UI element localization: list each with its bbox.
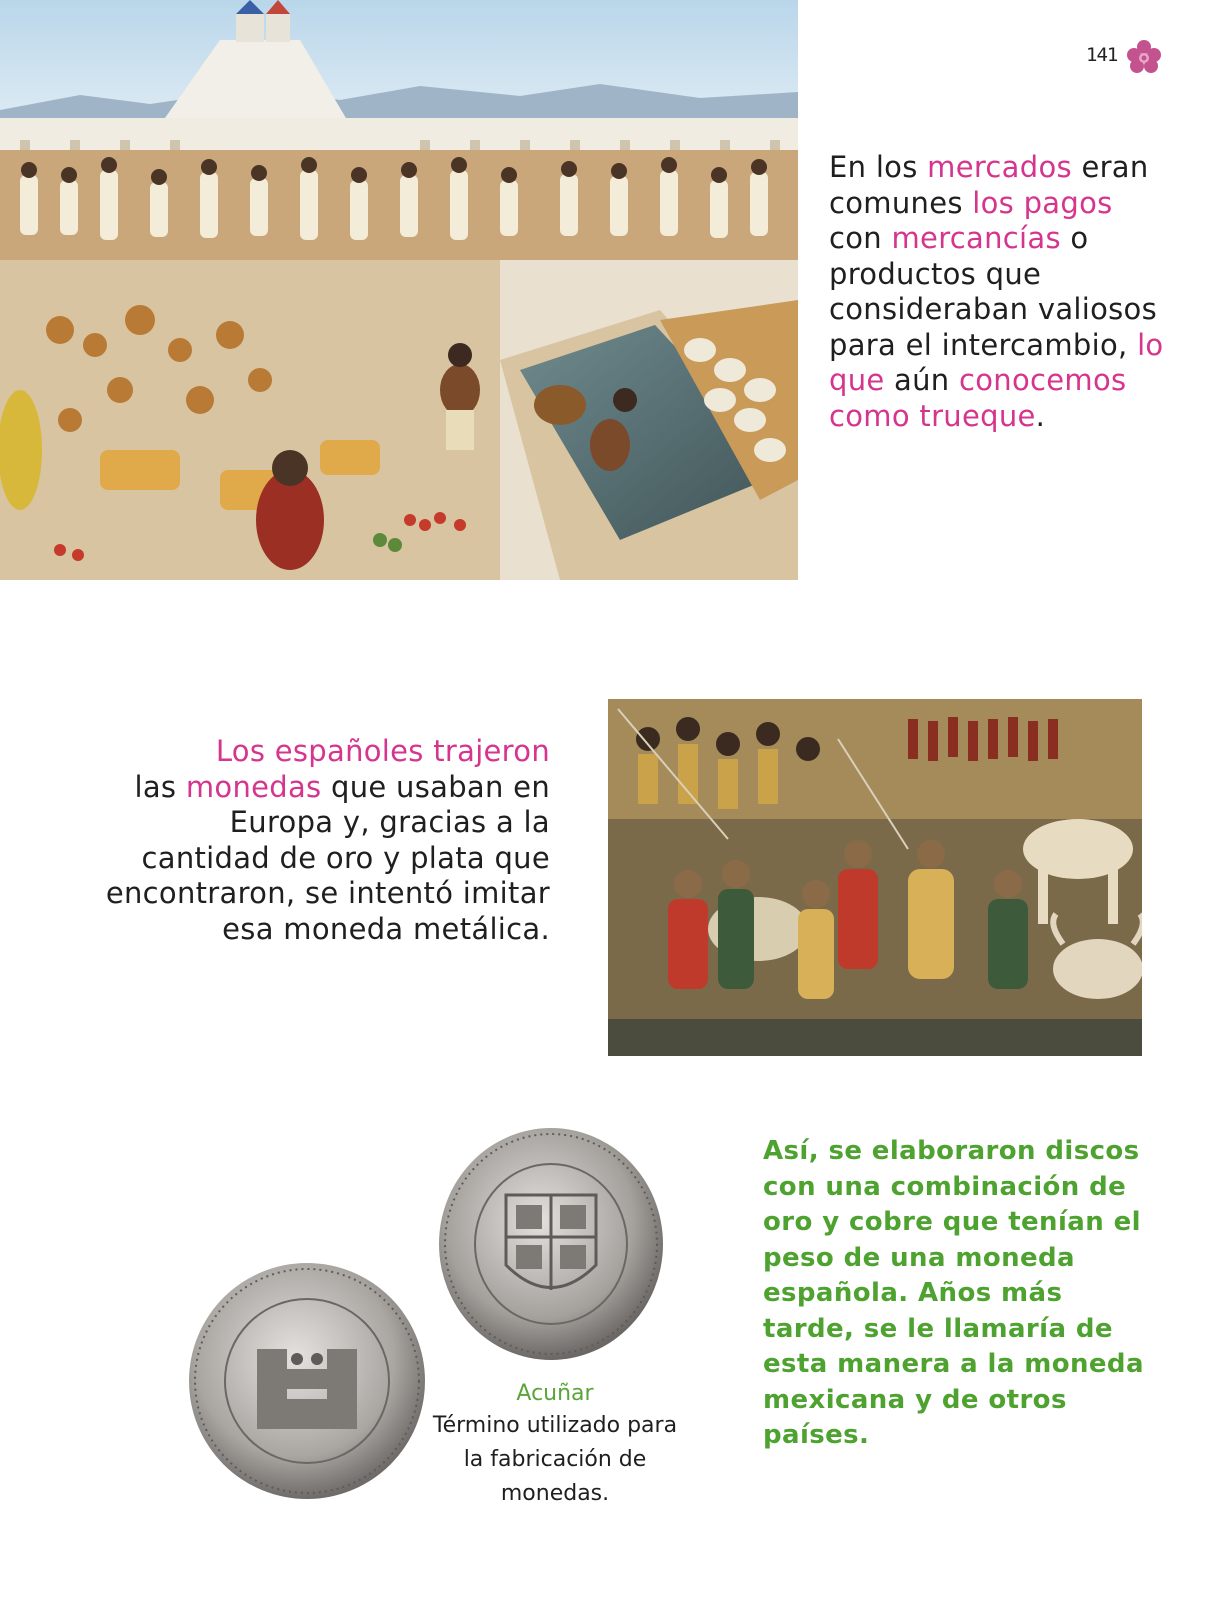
highlight-monedas: monedas	[185, 769, 322, 804]
flower-icon	[1125, 38, 1163, 76]
glossary-term: Acuñar	[516, 1381, 594, 1406]
coin-obverse-image	[185, 1259, 429, 1503]
text-run: que usaban en Europa y, gracias a la cantidad de oro y plata que encontraron, se intentó imitar esa moneda metálica.	[105, 769, 550, 946]
text-run: o productos que consideraban valiosos para el intercambio,	[829, 221, 1158, 362]
highlight-conocemos-trueque: conocemos como trueque	[829, 363, 1127, 433]
text-run: En los	[829, 150, 928, 184]
text-run: con	[829, 221, 892, 255]
text-run: eran comunes	[829, 150, 1149, 220]
market-diorama-image	[0, 0, 798, 580]
paragraph-spanish-coins	[100, 734, 550, 947]
glossary-box	[420, 1379, 690, 1511]
coin-reverse-image	[436, 1125, 666, 1363]
highlight-mercancias: mercancías	[891, 221, 1061, 255]
paragraph-markets	[829, 150, 1169, 434]
highlight-lo-que: lo que	[829, 327, 1164, 397]
highlight-espanoles-trajeron: Los españoles trajeron	[215, 734, 550, 768]
glossary-definition: Término utilizado para la fabricación de monedas.	[432, 1413, 678, 1506]
mural-image	[608, 699, 1142, 1056]
highlight-mercados: mercados	[927, 150, 1072, 184]
text-run: las	[134, 769, 186, 804]
page-number: 141	[1086, 44, 1118, 66]
highlight-los-pagos: los pagos	[972, 185, 1113, 220]
paragraph-coin-making: Así, se elaboraron discos con una combinación de oro y cobre que tenían el peso de una moneda española. Años más tarde, se le llamaría de esta manera a la moneda mexicana y de otros países.	[763, 1136, 1144, 1450]
text-run: .	[1035, 398, 1046, 433]
text-run: aún	[884, 363, 959, 397]
